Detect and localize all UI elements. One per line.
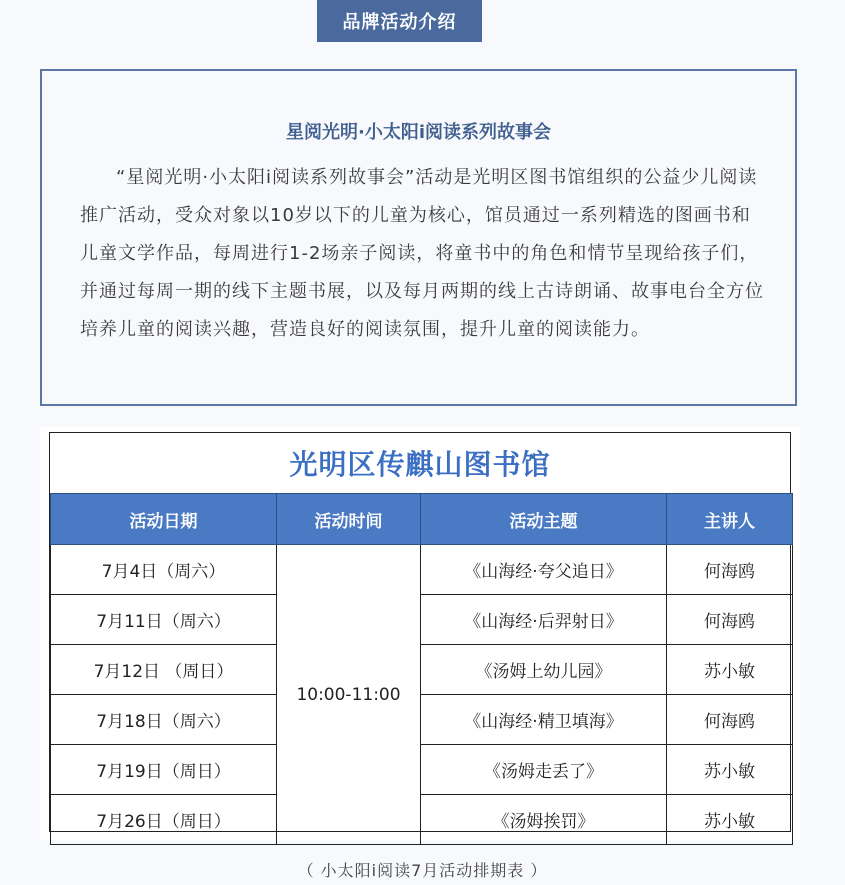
header-speaker: 主讲人 bbox=[667, 494, 793, 545]
library-name: 光明区传麒山图书馆 bbox=[289, 448, 551, 481]
row-speaker: 何海鸥 bbox=[667, 545, 793, 595]
row-date: 7月18日（周六） bbox=[51, 695, 277, 745]
header-date: 活动日期 bbox=[51, 494, 277, 545]
activity-time: 10:00-11:00 bbox=[277, 545, 421, 845]
schedule-table-frame bbox=[49, 432, 791, 832]
row-speaker: 苏小敏 bbox=[667, 745, 793, 795]
header-time: 活动时间 bbox=[277, 494, 421, 545]
table-row bbox=[51, 745, 793, 795]
row-date: 7月11日（周六） bbox=[51, 595, 277, 645]
table-row bbox=[51, 695, 793, 745]
row-speaker: 苏小敏 bbox=[667, 795, 793, 845]
row-date: 7月19日（周日） bbox=[51, 745, 277, 795]
row-date: 7月12日 （周日） bbox=[51, 645, 277, 695]
schedule-image bbox=[40, 427, 800, 840]
intro-title: 星阅光明·小太阳i阅读系列故事会 bbox=[285, 122, 551, 143]
table-row bbox=[51, 795, 793, 845]
row-topic: 《山海经·夸父追日》 bbox=[421, 545, 667, 595]
row-topic: 《山海经·精卫填海》 bbox=[421, 695, 667, 745]
row-topic: 《山海经·后羿射日》 bbox=[421, 595, 667, 645]
section-tag: 品牌活动介绍 bbox=[317, 0, 482, 42]
row-date: 7月4日（周六） bbox=[51, 545, 277, 595]
row-topic: 《汤姆挨罚》 bbox=[421, 795, 667, 845]
row-speaker: 苏小敏 bbox=[667, 645, 793, 695]
row-speaker: 何海鸥 bbox=[667, 595, 793, 645]
row-speaker: 何海鸥 bbox=[667, 695, 793, 745]
table-header-row bbox=[51, 494, 793, 545]
intro-body: “星阅光明·小太阳i阅读系列故事会”活动是光明区图书馆组织的公益少儿阅读推广活动，受众对象以10岁以下的儿童为核心，馆员通过一系列精选的图画书和儿童文学作品，每周进行1-2场亲子阅读，将童书中的角色和情节呈现给孩子们，并通过每周一期的线下主题书展，以及每月两期的线上古诗朗诵、故事电台全方位培养儿童的阅读兴趣，营造良好的阅读氛围，提升儿童的阅读能力。 bbox=[80, 167, 764, 340]
table-row bbox=[51, 595, 793, 645]
row-topic: 《汤姆走丢了》 bbox=[421, 745, 667, 795]
schedule-table bbox=[50, 493, 793, 845]
table-row bbox=[51, 545, 793, 595]
table-row bbox=[51, 645, 793, 695]
table-caption: （ 小太阳i阅读7月活动排期表 ） bbox=[297, 861, 548, 880]
intro-box bbox=[40, 69, 797, 406]
header-topic: 活动主题 bbox=[421, 494, 667, 545]
row-topic: 《汤姆上幼儿园》 bbox=[421, 645, 667, 695]
row-date: 7月26日（周日） bbox=[51, 795, 277, 845]
